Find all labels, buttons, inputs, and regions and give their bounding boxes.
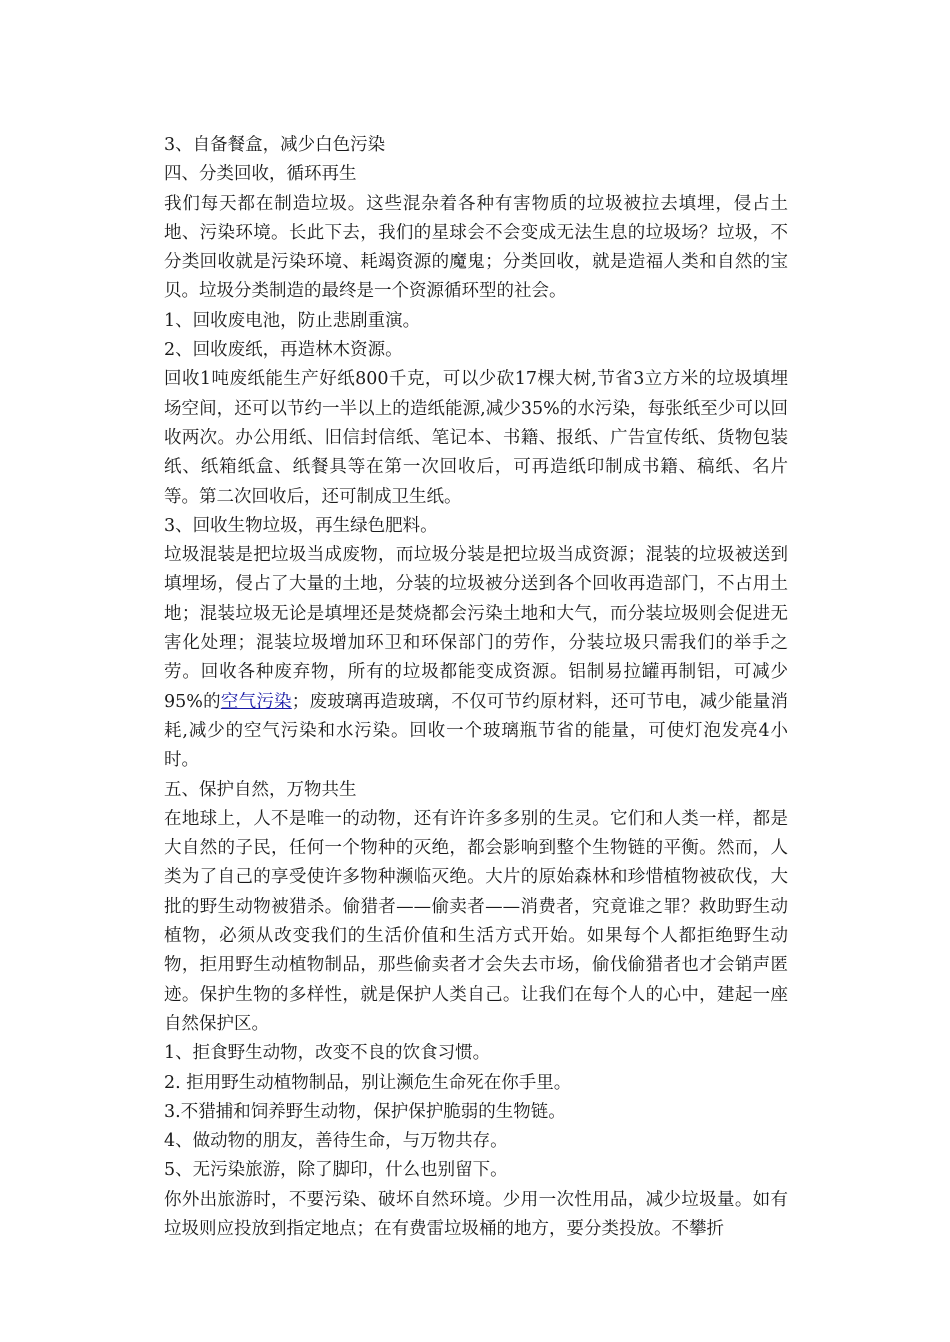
document-page <box>164 131 788 1244</box>
list-item-no-hunting: 3.不猎捕和饲养野生动物，保护保护脆弱的生物链。 <box>164 1101 566 1122</box>
section-heading-protect-nature: 五、保护自然，万物共生 <box>164 779 357 800</box>
list-item-animal-friends: 4、做动物的朋友，善待生命，与万物共存。 <box>164 1131 508 1152</box>
list-item-bring-lunchbox: 3、自备餐盒，减少白色污染 <box>164 135 386 155</box>
list-item-no-wild-animals-food: 1、拒食野生动物，改变不良的饮食习惯。 <box>164 1043 491 1064</box>
paragraph-sorting-garbage <box>164 541 788 775</box>
list-item-no-pollution-travel: 5、无污染旅游，除了脚印，什么也别留下。 <box>164 1160 508 1181</box>
paragraph-sorting-text-b: ；废玻璃再造玻璃，不仅可节约原材料，还可节电，减少能量消耗,减少的空气污染和水污染。回收一个玻璃瓶节省的能量，可使灯泡发亮4小时。 <box>164 691 788 771</box>
list-item-recycle-batteries: 1、回收废电池，防止悲剧重演。 <box>164 310 421 331</box>
list-item-no-wildlife-products: 2. 拒用野生动植物制品，别让濒危生命死在你手里。 <box>164 1072 572 1093</box>
section-heading-recycling: 四、分类回收，循环再生 <box>164 164 357 185</box>
paragraph-paper-recycling: 回收1吨废纸能生产好纸800千克，可以少砍17棵大树,节省3立方米的垃圾填埋场空间，还可以节约一半以上的造纸能源,减少35%的水污染，每张纸至少可以回收两次。办公用纸、旧信封信纸、笔记本、书籍、报纸、广告宣传纸、货物包装纸、纸箱纸盒、纸餐具等在第一次回收后，可再造纸印制成书籍、稿纸、名片等。第二次回收后，还可制成卫生纸。 <box>164 369 788 507</box>
paragraph-garbage-intro: 我们每天都在制造垃圾。这些混杂着各种有害物质的垃圾被拉去填埋，侵占土地、污染环境。长此下去，我们的星球会不会变成无法生息的垃圾场？垃圾，不分类回收就是污染环境、耗竭资源的魔鬼；分类回收，就是造福人类和自然的宝贝。垃圾分类制造的最终是一个资源循环型的社会。 <box>164 193 788 302</box>
paragraph-sorting-text-a: 垃圾混装是把垃圾当成废物，而垃圾分装是把垃圾当成资源；混装的垃圾被送到填埋场，侵占了大量的土地，分装的垃圾被分送到各个回收再造部门，不占用土地；混装垃圾无论是填埋还是焚烧都会污染土地和大气，而分装垃圾则会促进无害化处理；混装垃圾增加环卫和环保部门的劳作，分装垃圾只需我们的举手之劳。回收各种废弃物，所有的垃圾都能变成资源。铝制易拉罐再制铝，可减少95%的 <box>164 545 788 712</box>
air-pollution-link[interactable]: 空气污染 <box>220 691 292 712</box>
list-item-recycle-biowaste: 3、回收生物垃圾，再生绿色肥料。 <box>164 515 438 536</box>
list-item-recycle-paper: 2、回收废纸，再造林木资源。 <box>164 340 403 361</box>
paragraph-protect-wildlife: 在地球上，人不是唯一的动物，还有许许多多别的生灵。它们和人类一样，都是大自然的子民，任何一个物种的灭绝，都会影响到整个生物链的平衡。然而，人类为了自己的享受使许多物种濒临灭绝。大片的原始森林和珍惜植物被砍伐，大批的野生动物被猎杀。偷猎者——偷卖者——消费者，究竟谁之罪？救助野生动植物，必须从改变我们的生活价值和生活方式开始。如果每个人都拒绝野生动物，拒用野生动植物制品，那些偷卖者才会失去市场，偷伐偷猎者也才会销声匿迹。保护生物的多样性，就是保护人类自己。让我们在每个人的心中，建起一座自然保护区。 <box>164 808 788 1034</box>
paragraph-travel-advice: 你外出旅游时，不要污染、破坏自然环境。少用一次性用品，减少垃圾量。如有垃圾则应投放到指定地点；在有费雷垃圾桶的地方，要分类投放。不攀折 <box>164 1189 788 1239</box>
